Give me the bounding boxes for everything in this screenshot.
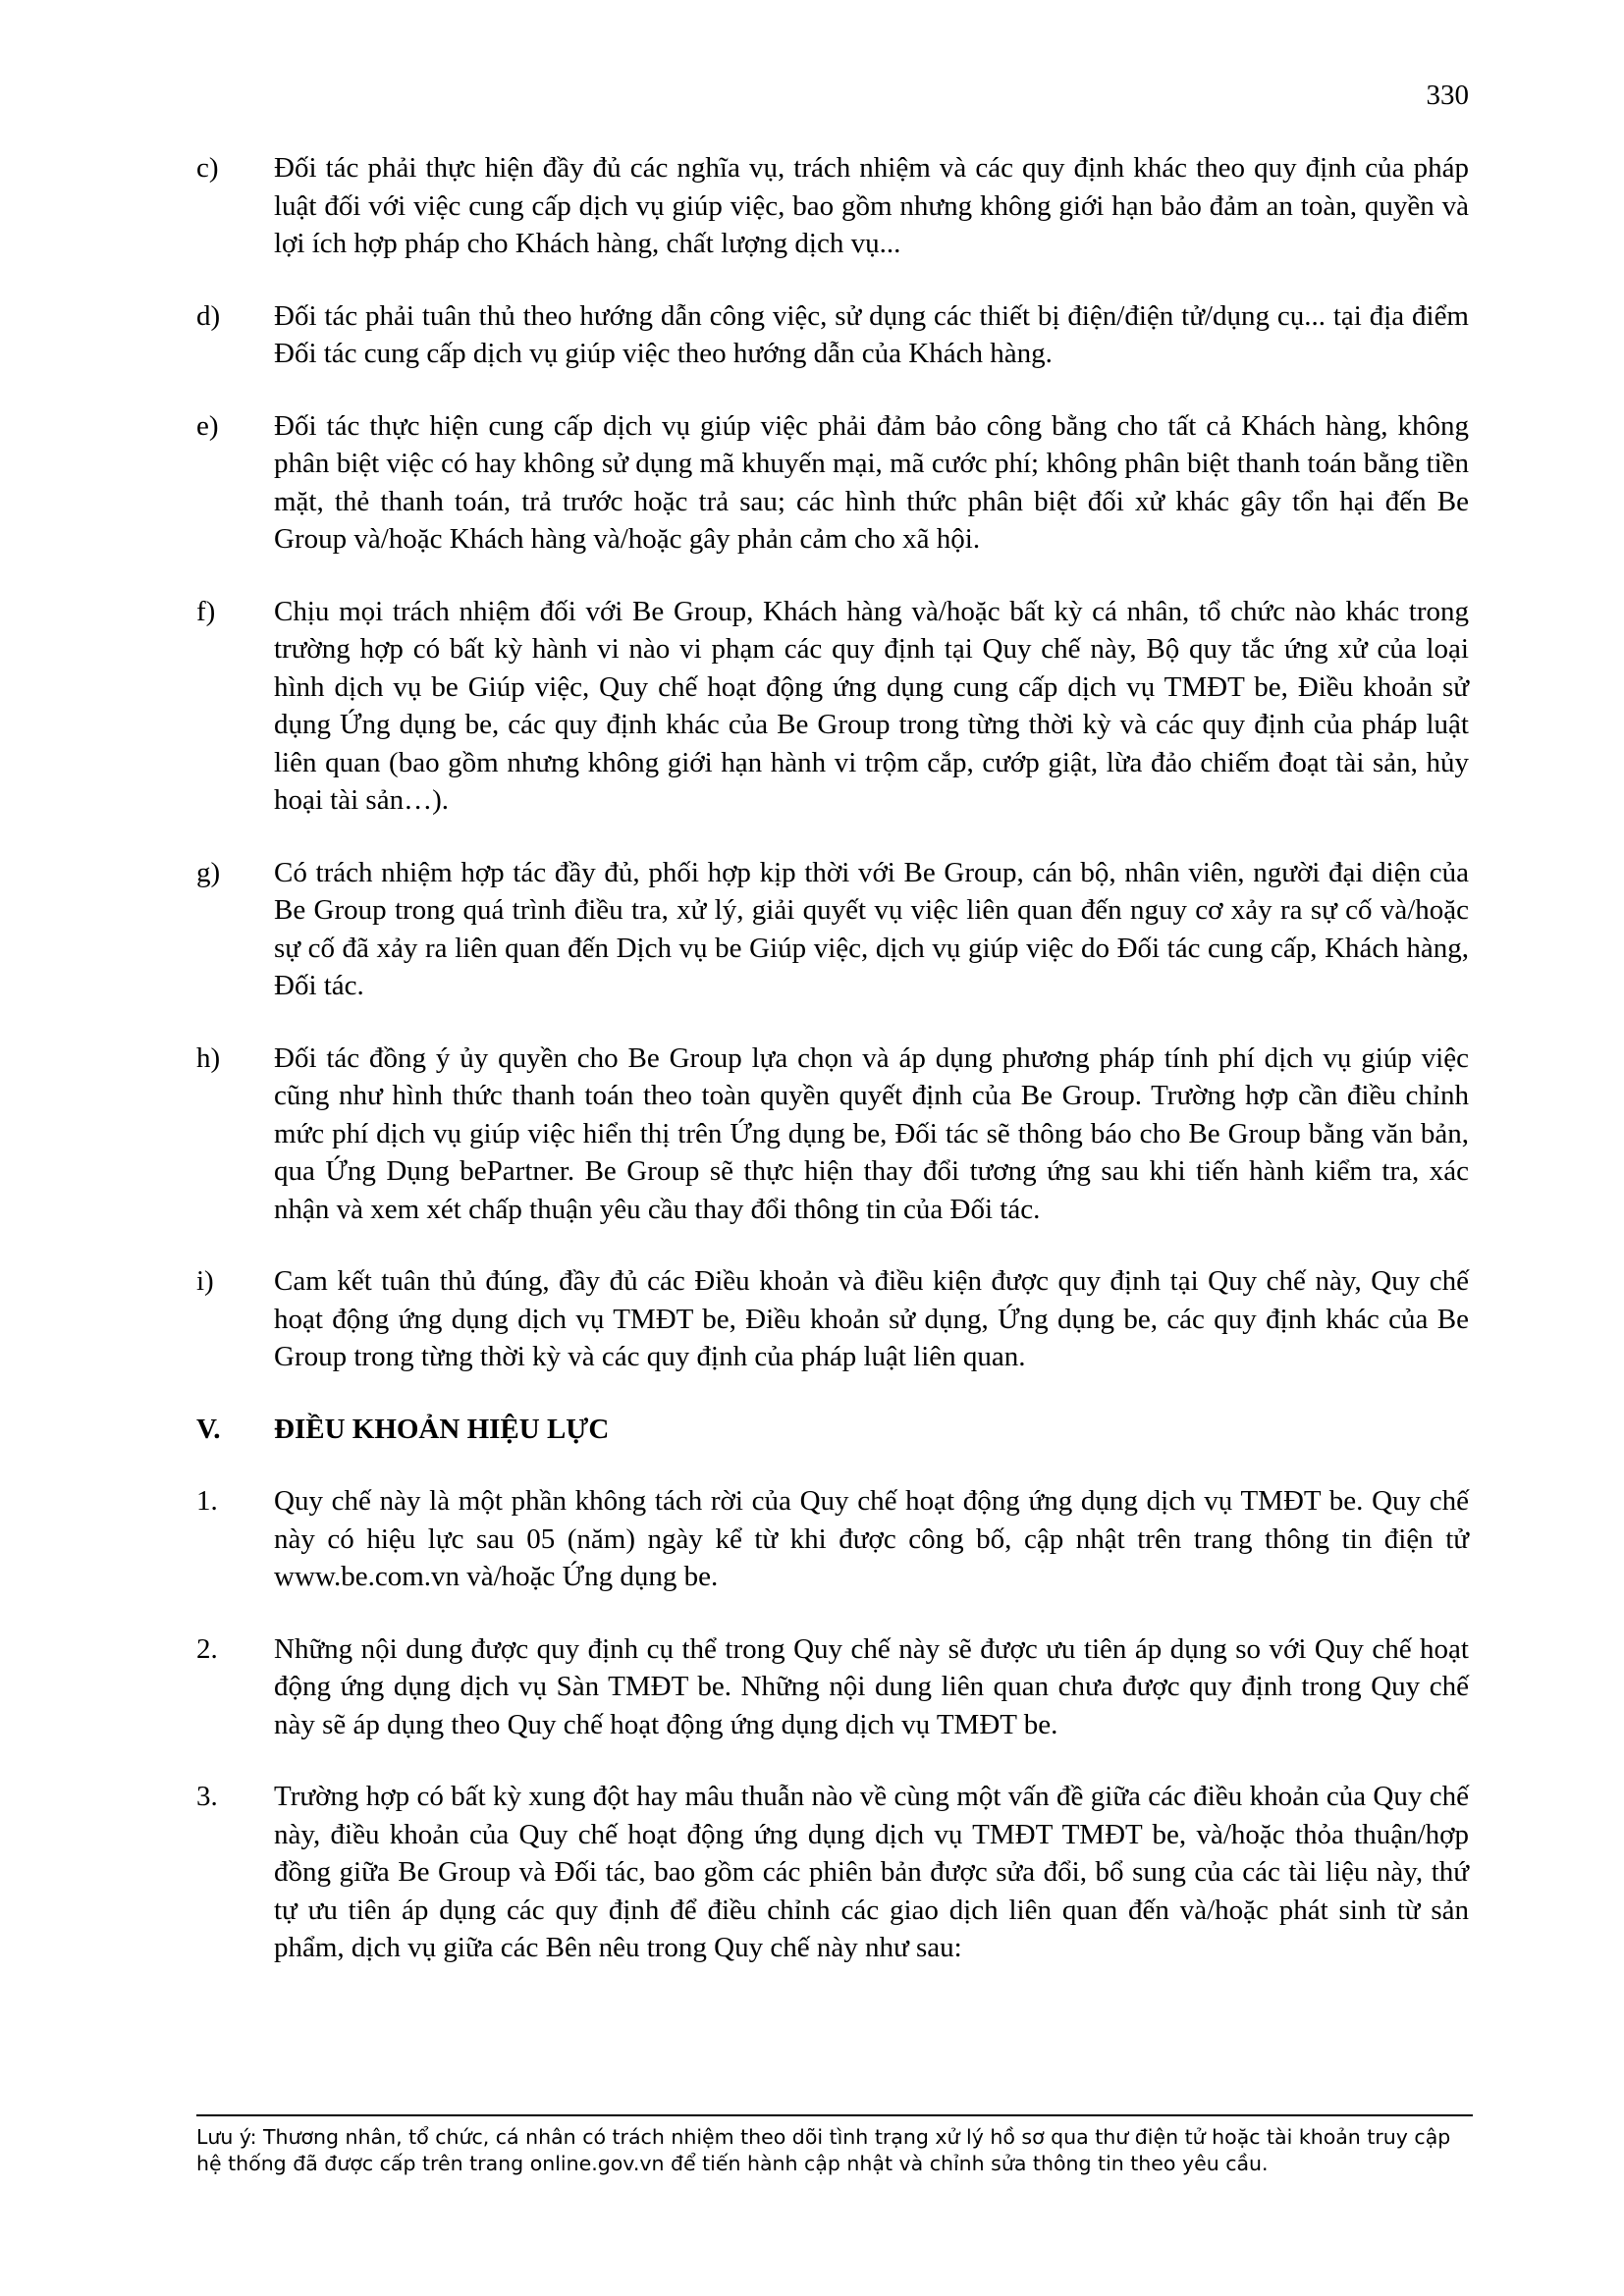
list-item-text: Đối tác phải thực hiện đầy đủ các nghĩa vụ, trách nhiệm và các quy định khác theo quy định của pháp luật đối với việc cung cấp dịch vụ giúp việc, bao gồm nhưng không giới hạn bảo đảm an toàn, quyền và lợi ích hợp pháp cho Khách hàng, chất lượng dịch vụ... <box>274 152 1469 259</box>
list-item-e <box>196 407 1469 559</box>
list-item-text: Cam kết tuân thủ đúng, đầy đủ các Điều khoản và điều kiện được quy định tại Quy chế này, Quy chế hoạt động ứng dụng dịch vụ TMĐT be, Điều khoản sử dụng, Ứng dụng be, các quy định khác của Be Group trong từng thời kỳ và các quy định của pháp luật liên quan. <box>274 1265 1469 1372</box>
section-item-label: 2. <box>196 1632 218 1665</box>
list-item-text: Đối tác phải tuân thủ theo hướng dẫn công việc, sử dụng các thiết bị điện/điện tử/dụng cụ... tại địa điểm Đối tác cung cấp dịch vụ giúp việc theo hướng dẫn của Khách hàng. <box>274 299 1469 369</box>
list-item-c <box>196 149 1469 263</box>
page-number: 330 <box>1426 80 1469 111</box>
section-item-3 <box>196 1778 1469 1967</box>
list-item-label: h) <box>196 1041 221 1074</box>
section-item-label: 3. <box>196 1781 218 1812</box>
section-item-2 <box>196 1630 1469 1744</box>
list-item-label: e) <box>196 409 219 442</box>
section-item-text: Trường hợp có bất kỳ xung đột hay mâu thuẫn nào về cùng một vấn đề giữa các điều khoản của Quy chế này, điều khoản của Quy chế hoạt động ứng dụng dịch vụ TMĐT TMĐT be, và/hoặc thỏa thuận/hợp đồng giữa Be Group và Đối tác, bao gồm các phiên bản được sửa đổi, bổ sung của các tài liệu này, thứ tự ưu tiên áp dụng các quy định để điều chỉnh các giao dịch liên quan đến và/hoặc phát sinh từ sản phẩm, dịch vụ giữa các Bên nêu trong Quy chế này như sau: <box>274 1781 1469 1963</box>
footnote-divider <box>196 2114 1473 2116</box>
list-item-label: g) <box>196 856 221 888</box>
list-item-label: i) <box>196 1265 214 1297</box>
list-item-text: Đối tác thực hiện cung cấp dịch vụ giúp việc phải đảm bảo công bằng cho tất cả Khách hàng, không phân biệt việc có hay không sử dụng mã khuyến mại, mã cước phí; không phân biệt thanh toán bằng tiền mặt, thẻ thanh toán, trả trước hoặc trả sau; các hình thức phân biệt đối xử khác gây tổn hại đến Be Group và/hoặc Khách hàng và/hoặc gây phản cảm cho xã hội. <box>274 409 1469 555</box>
list-item-label: c) <box>196 152 219 184</box>
footnote: Lưu ý: Thương nhân, tổ chức, cá nhân có trách nhiệm theo dõi tình trạng xử lý hồ sơ qua thư điện tử hoặc tài khoản truy cập hệ thống đã được cấp trên trang online.gov.vn để tiến hành cập nhật và chỉnh sửa thông tin theo yêu cầu. <box>196 2125 1451 2175</box>
list-item-text: Đối tác đồng ý ủy quyền cho Be Group lựa chọn và áp dụng phương pháp tính phí dịch vụ giúp việc cũng như hình thức thanh toán theo toàn quyền quyết định của Be Group. Trường hợp cần điều chỉnh mức phí dịch vụ giúp việc hiển thị trên Ứng dụng be, Đối tác sẽ thông báo cho Be Group bằng văn bản, qua Ứng Dụng bePartner. Be Group sẽ thực hiện thay đổi tương ứng sau khi tiến hành kiểm tra, xác nhận và xem xét chấp thuận yêu cầu thay đổi thông tin của Đối tác. <box>274 1041 1469 1225</box>
list-item-label: d) <box>196 299 221 332</box>
list-item-text: Có trách nhiệm hợp tác đầy đủ, phối hợp kịp thời với Be Group, cán bộ, nhân viên, người đại diện của Be Group trong quá trình điều tra, xử lý, giải quyết vụ việc liên quan đến nguy cơ xảy ra sự cố và/hoặc sự cố đã xảy ra liên quan đến Dịch vụ be Giúp việc, dịch vụ giúp việc do Đối tác cung cấp, Khách hàng, Đối tác. <box>274 856 1469 1001</box>
section-number: V. <box>196 1413 221 1445</box>
list-item-i <box>196 1262 1469 1376</box>
list-item-f <box>196 593 1469 820</box>
list-item-g <box>196 854 1469 1005</box>
section-item-1 <box>196 1482 1469 1596</box>
section-item-label: 1. <box>196 1485 218 1517</box>
list-item-h <box>196 1040 1469 1229</box>
list-item-text: Chịu mọi trách nhiệm đối với Be Group, Khách hàng và/hoặc bất kỳ cá nhân, tổ chức nào khác trong trường hợp có bất kỳ hành vi nào vi phạm các quy định tại Quy chế này, Bộ quy tắc ứng xử của loại hình dịch vụ be Giúp việc, Quy chế hoạt động ứng dụng cung cấp dịch vụ TMĐT be, Điều khoản sử dụng Ứng dụng be, các quy định khác của Be Group trong từng thời kỳ và các quy định của pháp luật liên quan (bao gồm nhưng không giới hạn hành vi trộm cắp, cướp giật, lừa đảo chiếm đoạt tài sản, hủy hoại tài sản…). <box>274 595 1469 816</box>
section-item-text: Quy chế này là một phần không tách rời của Quy chế hoạt động ứng dụng dịch vụ TMĐT be. Quy chế này có hiệu lực sau 05 (năm) ngày kể từ khi được công bố, cập nhật trên trang thông tin điện tử www.be.com.vn và/hoặc Ứng dụng be. <box>274 1485 1469 1592</box>
section-item-text: Những nội dung được quy định cụ thể trong Quy chế này sẽ được ưu tiên áp dụng so với Quy chế hoạt động ứng dụng dịch vụ Sàn TMĐT be. Những nội dung liên quan chưa được quy định trong Quy chế này sẽ áp dụng theo Quy chế hoạt động ứng dụng dịch vụ TMĐT be. <box>274 1632 1469 1740</box>
section-heading <box>196 1411 1469 1449</box>
list-item-d <box>196 297 1469 373</box>
list-item-label: f) <box>196 595 216 627</box>
document-body <box>196 149 1469 2002</box>
section-title: ĐIỀU KHOẢN HIỆU LỰC <box>274 1413 610 1445</box>
